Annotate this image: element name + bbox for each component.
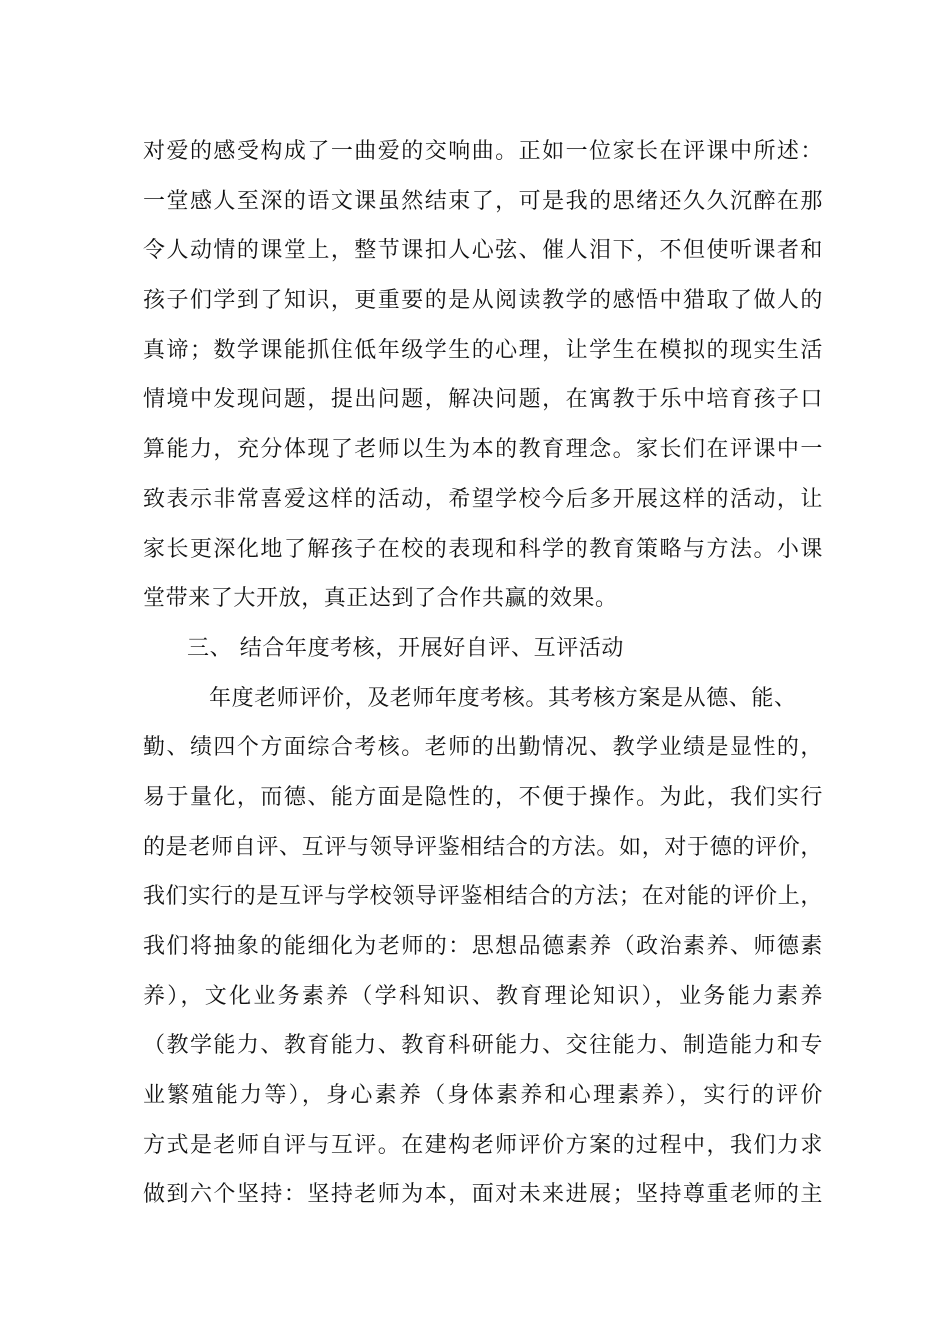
text-line: 家长更深化地了解孩子在校的表现和科学的教育策略与方法。小课 [143,536,823,562]
text-line: 养），文化业务素养（学科知识、教育理论知识），业务能力素养 [143,983,823,1009]
text-line: 我们实行的是互评与学校领导评鉴相结合的方法；在对能的评价上， [143,884,823,910]
text-line: 算能力，充分体现了老师以生为本的教育理念。家长们在评课中一 [143,437,823,463]
text-line: 年度老师评价，及老师年度考核。其考核方案是从德、能、 [209,685,797,711]
text-line: （教学能力、教育能力、教育科研能力、交往能力、制造能力和专 [143,1033,823,1059]
text-line: 孩子们学到了知识，更重要的是从阅读教学的感悟中猎取了做人的 [143,288,823,314]
text-line: 业繁殖能力等），身心素养（身体素养和心理素养），实行的评价 [143,1083,823,1109]
text-line: 令人动情的课堂上，整节课扣人心弦、催人泪下，不但使听课者和 [143,238,823,264]
text-line: 堂带来了大开放，真正达到了合作共赢的效果。 [143,586,618,612]
text-line: 我们将抽象的能细化为老师的：思想品德素养（政治素养、师德素 [143,934,823,959]
text-line: 致表示非常喜爱这样的活动，希望学校今后多开展这样的活动，让 [143,486,823,512]
text-line: 方式是老师自评与互评。在建构老师评价方案的过程中，我们力求 [143,1132,823,1158]
text-line: 一堂感人至深的语文课虽然结束了，可是我的思绪还久久沉醉在那 [143,188,823,214]
text-line: 的是老师自评、互评与领导评鉴相结合的方法。如，对于德的评价， [143,834,823,860]
text-line: 做到六个坚持：坚持老师为本，面对未来进展；坚持尊重老师的主 [143,1182,823,1208]
text-line: 真谛；数学课能抓住低年级学生的心理，让学生在模拟的现实生活 [143,337,823,363]
text-line: 易于量化，而德、能方面是隐性的，不便于操作。为此，我们实行 [143,784,823,810]
text-line: 情境中发现问题，提出问题，解决问题，在寓教于乐中培育孩子口 [143,387,823,413]
body-text [143,127,823,1220]
text-line: 对爱的感受构成了一曲爱的交响曲。正如一位家长在评课中所述： [143,139,823,164]
section-heading: 三、 结合年度考核，开展好自评、互评活动 [187,635,624,661]
text-line: 勤、绩四个方面综合考核。老师的出勤情况、教学业绩是显性的， [143,735,823,761]
